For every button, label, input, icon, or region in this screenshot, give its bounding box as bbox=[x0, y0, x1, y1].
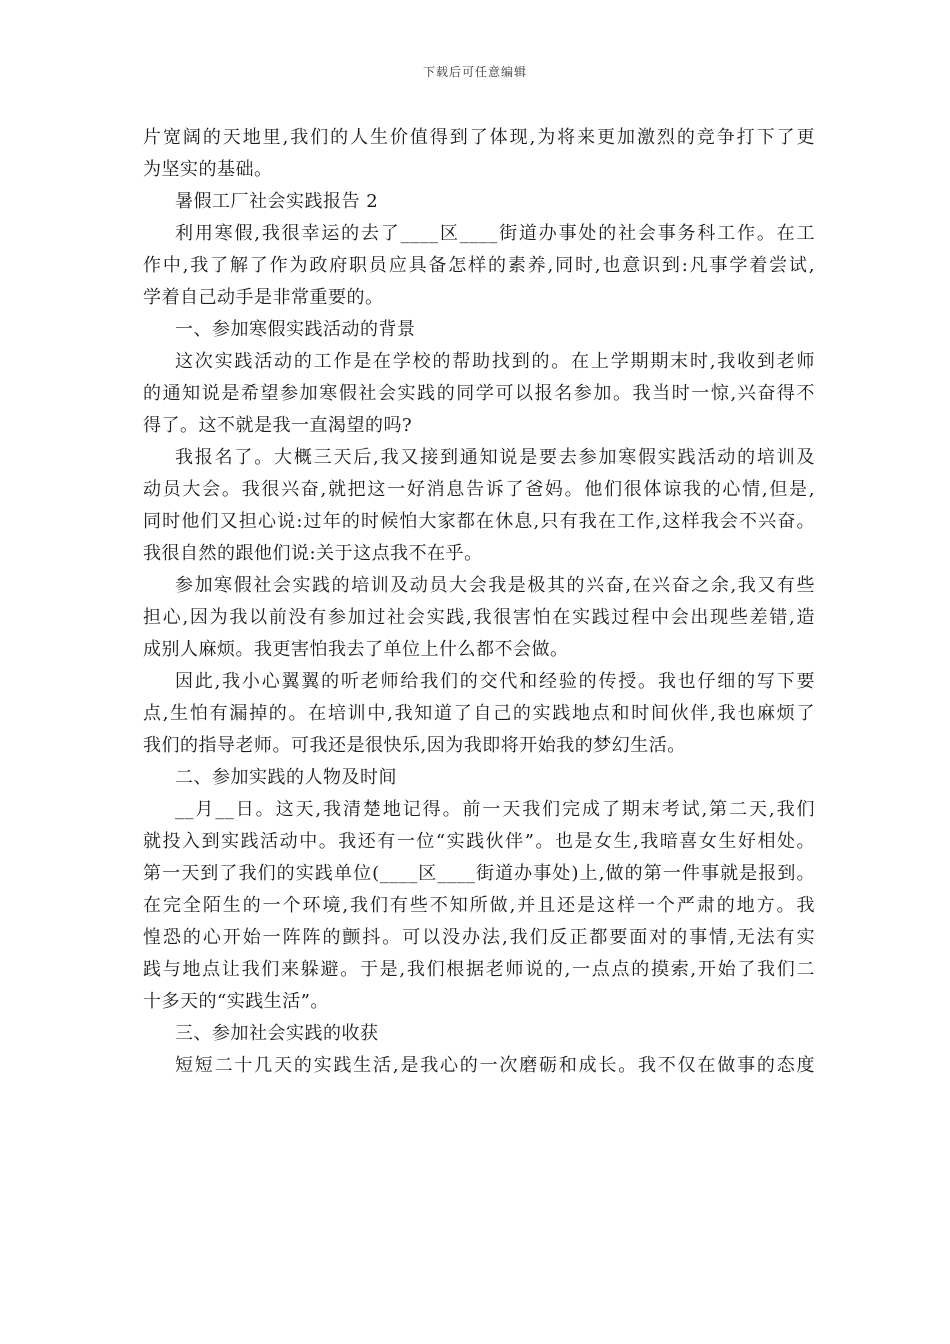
text-line: 成别人麻烦。我更害怕我去了单位上什么都不会做。 bbox=[143, 639, 569, 660]
text-line: 利用寒假,我很幸运的去了____区____街道办事处的社会事务科工作。在工 bbox=[175, 223, 815, 244]
paragraph bbox=[143, 666, 815, 762]
text-line: 学着自己动手是非常重要的。 bbox=[143, 287, 384, 308]
text-line: 第一天到了我们的实践单位(____区____街道办事处)上,做的第一件事就是报到。 bbox=[143, 863, 815, 884]
text-line: 我报名了。大概三天后,我又接到通知说是要去参加寒假实践活动的培训及 bbox=[175, 447, 815, 468]
section-heading bbox=[143, 762, 815, 794]
text-line: 十多天的“实践生活”。 bbox=[143, 991, 329, 1012]
text-line: 践与地点让我们来躲避。于是,我们根据老师说的,一点点的摸索,开始了我们二 bbox=[143, 959, 815, 980]
text-line: 我们的指导老师。可我还是很快乐,因为我即将开始我的梦幻生活。 bbox=[143, 735, 686, 756]
paragraph-continuation bbox=[143, 122, 815, 186]
text-line: 作中,我了解了作为政府职员应具备怎样的素养,同时,也意识到:凡事学着尝试, bbox=[143, 255, 815, 276]
paragraph bbox=[143, 570, 815, 666]
paragraph bbox=[143, 1050, 815, 1082]
text-line: 因此,我小心翼翼的听老师给我们的交代和经验的传授。我也仔细的写下要 bbox=[175, 671, 815, 692]
text-line: 参加寒假社会实践的培训及动员大会我是极其的兴奋,在兴奋之余,我又有些 bbox=[175, 575, 815, 596]
paragraph bbox=[143, 794, 815, 1018]
text-line: 就投入到实践活动中。我还有一位“实践伙伴”。也是女生,我暗喜女生好相处。 bbox=[143, 831, 815, 852]
text-line: 同时他们又担心说:过年的时候怕大家都在休息,只有我在工作,这样我会不兴奋。 bbox=[143, 511, 815, 532]
paragraph bbox=[143, 442, 815, 570]
paragraph bbox=[143, 218, 815, 314]
section-heading bbox=[143, 314, 815, 346]
text-line: 短短二十几天的实践生活,是我心的一次磨砺和成长。我不仅在做事的态度 bbox=[175, 1055, 815, 1076]
text-line: 在完全陌生的一个环境,我们有些不知所做,并且还是这样一个严肃的地方。我 bbox=[143, 895, 815, 916]
text-line: 暑假工厂社会实践报告 2 bbox=[175, 191, 379, 212]
paragraph bbox=[143, 346, 815, 442]
text-line: 我很自然的跟他们说:关于这点我不在乎。 bbox=[143, 543, 483, 564]
text-line: 这次实践活动的工作是在学校的帮助找到的。在上学期期末时,我收到老师 bbox=[175, 351, 815, 372]
text-line: 动员大会。我很兴奋,就把这一好消息告诉了爸妈。他们很体谅我的心情,但是, bbox=[143, 479, 815, 500]
text-line: 的通知说是希望参加寒假社会实践的同学可以报名参加。我当时一惊,兴奋得不 bbox=[143, 383, 815, 404]
section-heading bbox=[143, 1018, 815, 1050]
text-line: 点,生怕有漏掉的。在培训中,我知道了自己的实践地点和时间伙伴,我也麻烦了 bbox=[143, 703, 815, 724]
text-line: 得了。这不就是我一直渴望的吗? bbox=[143, 415, 413, 436]
document-body bbox=[143, 122, 815, 1082]
text-line: 片宽阔的天地里,我们的人生价值得到了体现,为将来更加激烈的竞争打下了更 bbox=[143, 127, 815, 148]
text-line: 惶恐的心开始一阵阵的颤抖。可以没办法,我们反正都要面对的事情,无法有实 bbox=[143, 927, 815, 948]
report-title bbox=[143, 186, 815, 218]
text-line: 二、参加实践的人物及时间 bbox=[175, 767, 397, 788]
text-line: 三、参加社会实践的收获 bbox=[175, 1023, 379, 1044]
page-header: 下载后可任意编辑 bbox=[422, 65, 527, 79]
text-line: __月__日。这天,我清楚地记得。前一天我们完成了期末考试,第二天,我们 bbox=[175, 799, 815, 820]
text-line: 为坚实的基础。 bbox=[143, 159, 273, 180]
text-line: 一、参加寒假实践活动的背景 bbox=[175, 319, 416, 340]
text-line: 担心,因为我以前没有参加过社会实践,我很害怕在实践过程中会出现些差错,造 bbox=[143, 607, 815, 628]
